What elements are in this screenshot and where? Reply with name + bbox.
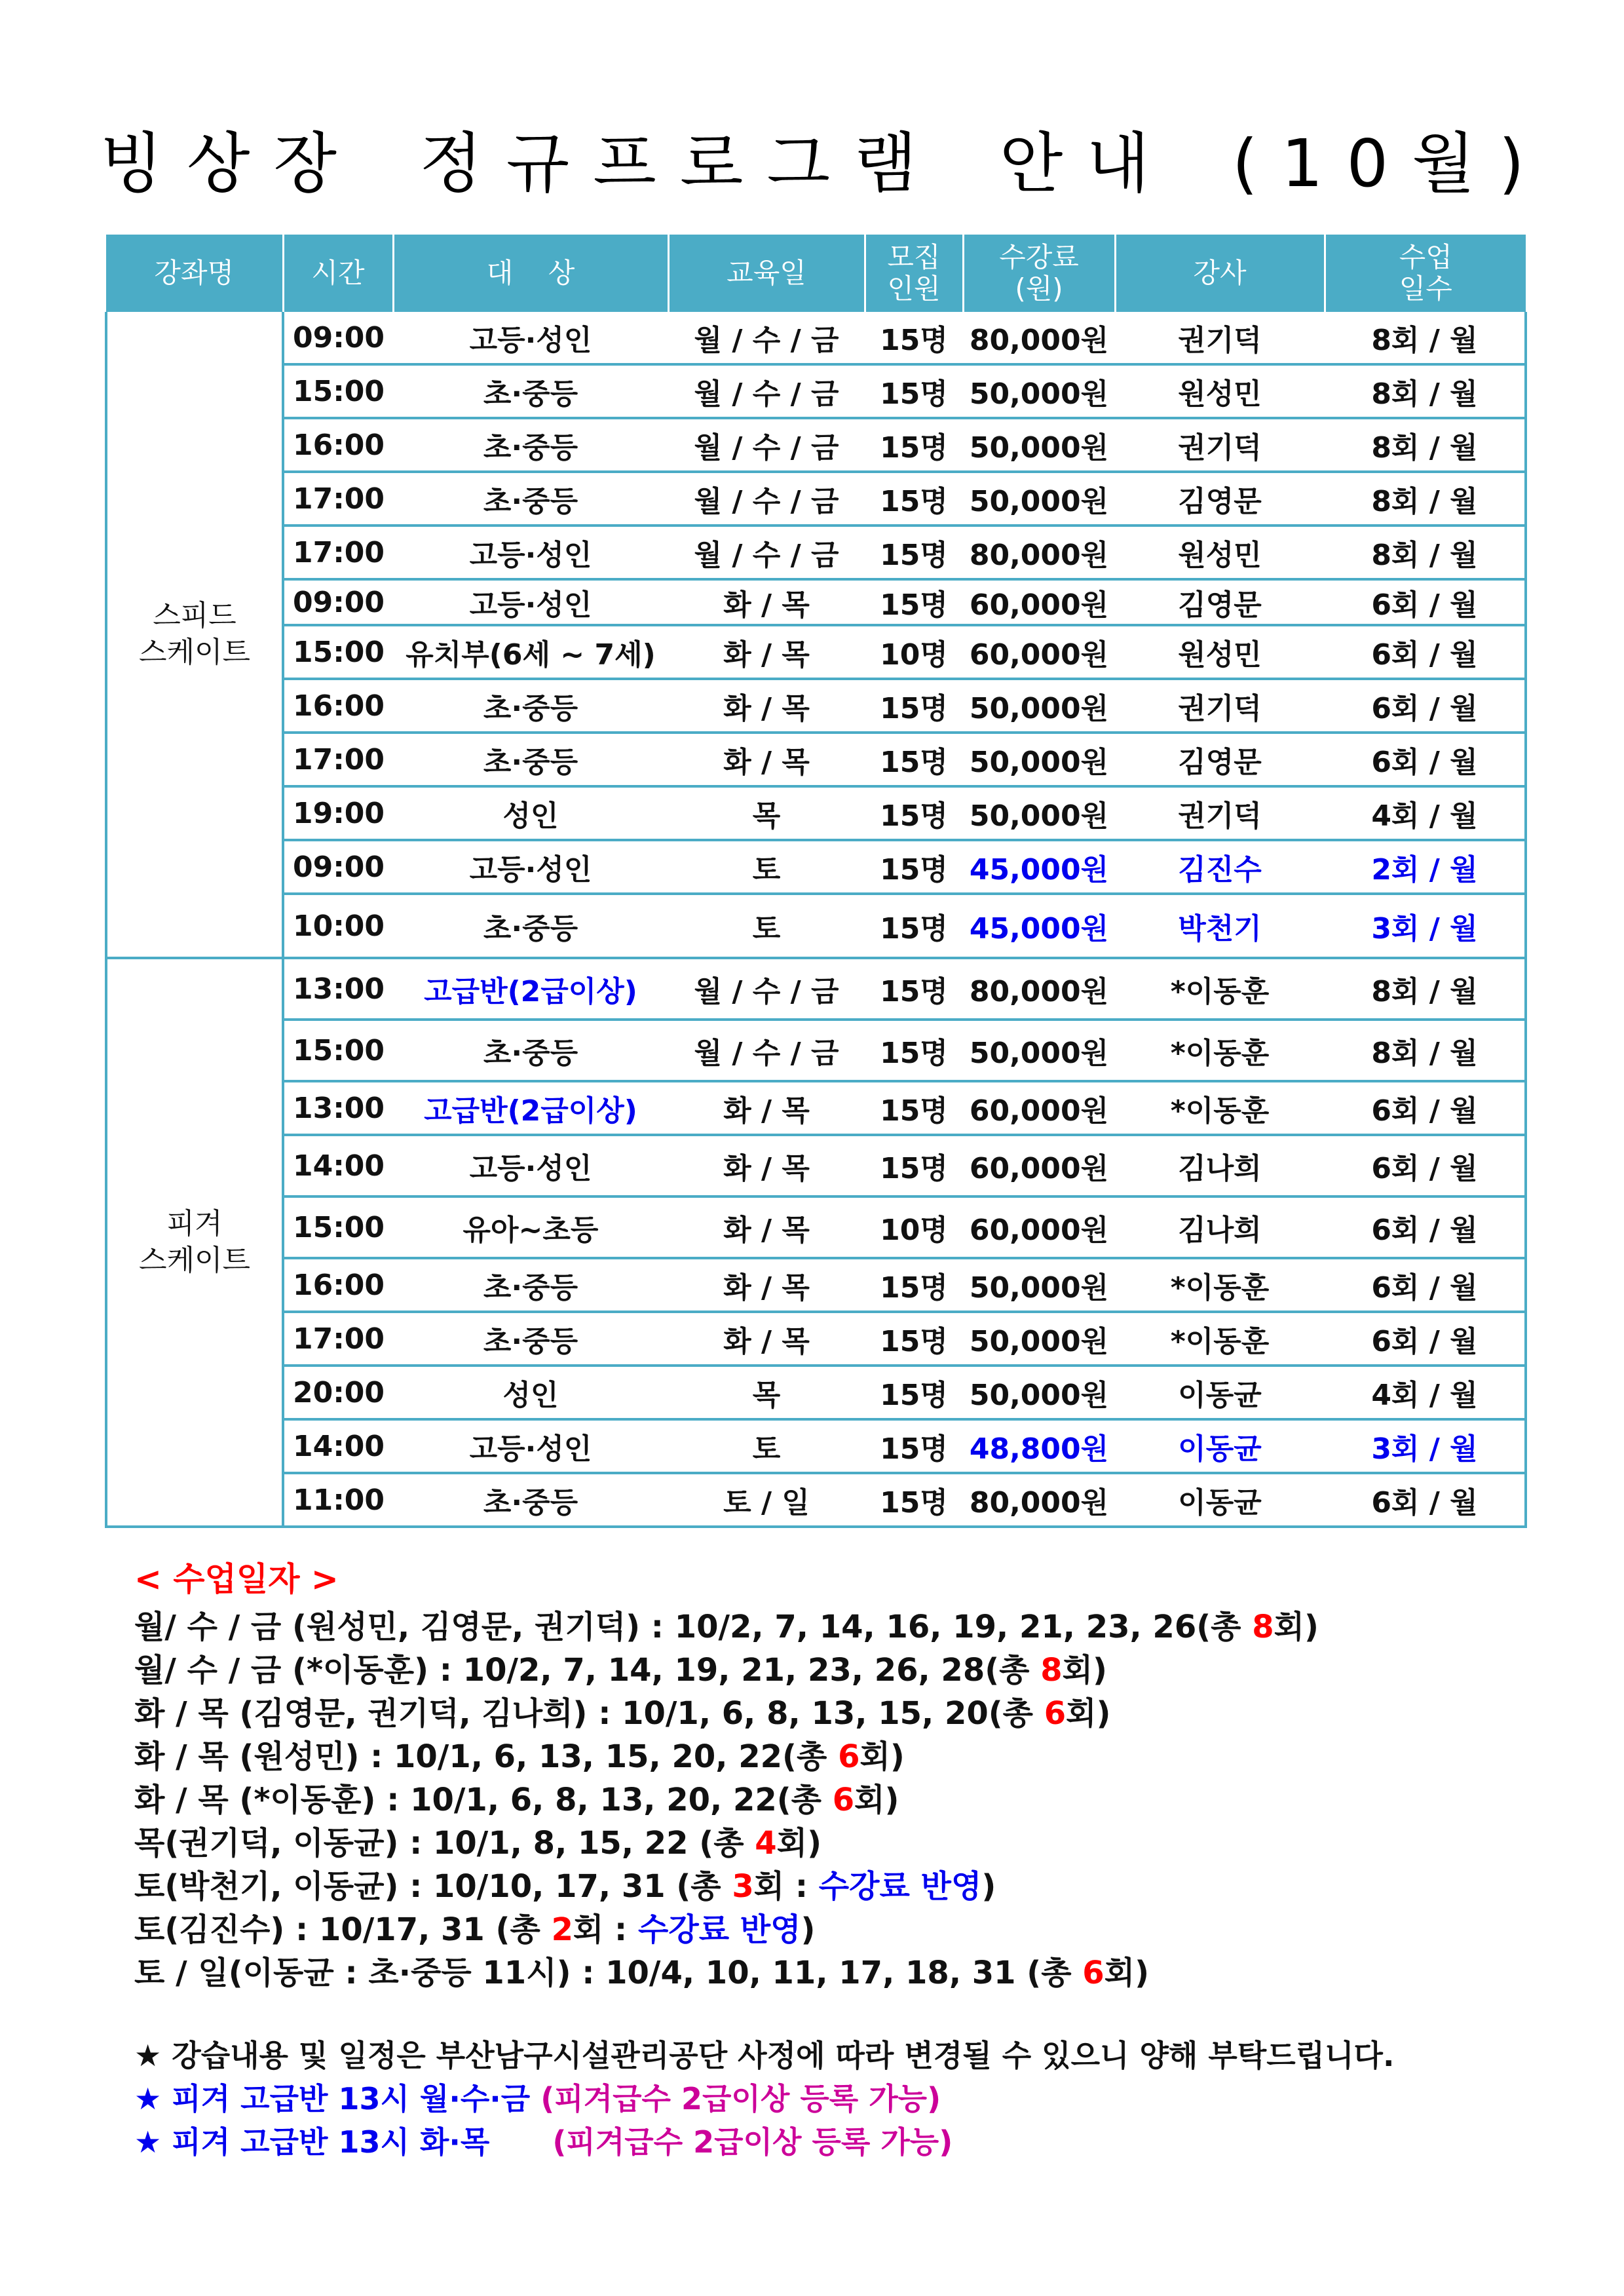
time-cell: 17:00 [283, 733, 393, 786]
time-cell: 16:00 [283, 679, 393, 733]
instructor-cell: 권기덕 [1115, 679, 1325, 733]
sessions-cell: 8회 / 월 [1325, 958, 1526, 1020]
fee-cell: 60,000원 [963, 625, 1115, 679]
schedule-line: 월/ 수 / 금 (원성민, 김영문, 권기덕) : 10/2, 7, 14, 16, 19, 21, 23, 26(총 8회) [134, 1609, 1319, 1645]
table-row [106, 1473, 1526, 1527]
capacity-cell: 15명 [865, 1419, 963, 1473]
sessions-cell: 6회 / 월 [1325, 679, 1526, 733]
target-cell: 초·중등 [393, 733, 668, 786]
instructor-cell: 박천기 [1115, 894, 1325, 958]
time-cell: 10:00 [283, 894, 393, 958]
sessions-cell: 2회 / 월 [1325, 840, 1526, 894]
capacity-cell: 15명 [865, 1312, 963, 1366]
sessions-cell: 6회 / 월 [1325, 625, 1526, 679]
title-char: ) [1498, 125, 1524, 202]
capacity-cell: 10명 [865, 1196, 963, 1258]
schedule-line: 월/ 수 / 금 (*이동훈) : 10/2, 7, 14, 19, 21, 23, 26, 28(총 8회) [134, 1652, 1107, 1689]
title-char: 월 [1412, 125, 1475, 202]
capacity-cell: 15명 [865, 312, 963, 364]
time-cell: 15:00 [283, 1020, 393, 1081]
capacity-cell: 15명 [865, 1135, 963, 1196]
sessions-cell: 8회 / 월 [1325, 312, 1526, 364]
days-cell: 월 / 수 / 금 [668, 364, 865, 418]
table-row [106, 526, 1526, 579]
schedule-section-title: < 수업일자 > [134, 1560, 339, 1598]
target-cell: 초·중등 [393, 1473, 668, 1527]
time-cell: 16:00 [283, 418, 393, 472]
target-cell: 초·중등 [393, 1020, 668, 1081]
fee-cell: 45,000원 [963, 894, 1115, 958]
header-time: 시간 [283, 235, 393, 312]
capacity-cell: 15명 [865, 1081, 963, 1135]
capacity-cell: 15명 [865, 1473, 963, 1527]
time-cell: 17:00 [283, 472, 393, 526]
capacity-cell: 15명 [865, 958, 963, 1020]
instructor-cell: *이동훈 [1115, 1312, 1325, 1366]
fee-cell: 50,000원 [963, 418, 1115, 472]
schedule-line: 화 / 목 (김영문, 권기덕, 김나희) : 10/1, 6, 8, 13, 15, 20(총 6회) [134, 1695, 1111, 1732]
sessions-cell: 8회 / 월 [1325, 526, 1526, 579]
days-cell: 화 / 목 [668, 1081, 865, 1135]
sessions-cell: 8회 / 월 [1325, 1020, 1526, 1081]
sessions-cell: 8회 / 월 [1325, 472, 1526, 526]
days-cell: 월 / 수 / 금 [668, 1020, 865, 1081]
note-line: ★ 피겨 고급반 13시 화·목 (피겨급수 2급이상 등록 가능) [134, 2124, 953, 2160]
table-row [106, 958, 1526, 1020]
title-char: 내 [1086, 125, 1150, 202]
instructor-cell: 권기덕 [1115, 786, 1325, 840]
capacity-cell: 15명 [865, 526, 963, 579]
instructor-cell: 권기덕 [1115, 418, 1325, 472]
target-cell: 고급반(2급이상) [393, 1081, 668, 1135]
capacity-cell: 15명 [865, 679, 963, 733]
title-char: 상 [186, 125, 250, 202]
fee-cell: 50,000원 [963, 1312, 1115, 1366]
sessions-cell: 4회 / 월 [1325, 786, 1526, 840]
title-char: 안 [999, 125, 1063, 202]
capacity-cell: 10명 [865, 625, 963, 679]
capacity-cell: 15명 [865, 364, 963, 418]
table-row [106, 1020, 1526, 1081]
fee-cell: 48,800원 [963, 1419, 1115, 1473]
note-line: ★ 강습내용 및 일정은 부산남구시설관리공단 사정에 따라 변경될 수 있으니 양해 부탁드립니다. [134, 2038, 1395, 2073]
sessions-cell: 8회 / 월 [1325, 418, 1526, 472]
schedule-line: 토(김진수) : 10/17, 31 (총 2회 : 수강료 반영) [134, 1911, 816, 1948]
days-cell: 토 [668, 894, 865, 958]
fee-cell: 60,000원 [963, 1196, 1115, 1258]
header-target: 대 상 [393, 235, 668, 312]
title-char: 0 [1346, 125, 1389, 202]
page-title [0, 111, 1624, 216]
header-course-name: 강좌명 [106, 235, 283, 312]
instructor-cell: 김나희 [1115, 1196, 1325, 1258]
target-cell: 고등·성인 [393, 1419, 668, 1473]
course-name-cell: 피겨 스케이트 [106, 958, 283, 1527]
target-cell: 유치부(6세 ~ 7세) [393, 625, 668, 679]
sessions-cell: 3회 / 월 [1325, 1419, 1526, 1473]
target-cell: 초·중등 [393, 472, 668, 526]
target-cell: 초·중등 [393, 679, 668, 733]
schedule-line: 토(박천기, 이동균) : 10/10, 17, 31 (총 3회 : 수강료 반영) [134, 1868, 996, 1905]
target-cell: 고등·성인 [393, 526, 668, 579]
fee-cell: 80,000원 [963, 1473, 1115, 1527]
fee-cell: 50,000원 [963, 733, 1115, 786]
table-row [106, 579, 1526, 625]
capacity-cell: 15명 [865, 418, 963, 472]
target-cell: 초·중등 [393, 364, 668, 418]
capacity-cell: 15명 [865, 894, 963, 958]
sessions-cell: 6회 / 월 [1325, 579, 1526, 625]
days-cell: 토 / 일 [668, 1473, 865, 1527]
table-row [106, 1366, 1526, 1419]
title-char: 규 [506, 125, 570, 202]
instructor-cell: 김영문 [1115, 472, 1325, 526]
sessions-cell: 6회 / 월 [1325, 1135, 1526, 1196]
time-cell: 15:00 [283, 625, 393, 679]
title-char: 빙 [100, 125, 163, 202]
target-cell: 고등·성인 [393, 312, 668, 364]
instructor-cell: 이동균 [1115, 1366, 1325, 1419]
capacity-cell: 15명 [865, 840, 963, 894]
note-line: ★ 피겨 고급반 13시 월·수·금 (피겨급수 2급이상 등록 가능) [134, 2081, 941, 2116]
time-cell: 14:00 [283, 1419, 393, 1473]
table-row [106, 1258, 1526, 1312]
instructor-cell: 권기덕 [1115, 312, 1325, 364]
course-name-cell: 스피드 스케이트 [106, 312, 283, 958]
capacity-cell: 15명 [865, 1366, 963, 1419]
fee-cell: 45,000원 [963, 840, 1115, 894]
capacity-cell: 15명 [865, 1020, 963, 1081]
fee-cell: 60,000원 [963, 579, 1115, 625]
days-cell: 월 / 수 / 금 [668, 958, 865, 1020]
schedule-line: 토 / 일(이동균 : 초·중등 11시) : 10/4, 10, 11, 17, 18, 31 (총 6회) [134, 1955, 1150, 1991]
fee-cell: 60,000원 [963, 1081, 1115, 1135]
fee-cell: 50,000원 [963, 1020, 1115, 1081]
schedule-line: 화 / 목 (*이동훈) : 10/1, 6, 8, 13, 20, 22(총 6회) [134, 1782, 899, 1818]
fee-cell: 80,000원 [963, 958, 1115, 1020]
fee-cell: 80,000원 [963, 312, 1115, 364]
sessions-cell: 6회 / 월 [1325, 733, 1526, 786]
days-cell: 화 / 목 [668, 679, 865, 733]
table-row [106, 786, 1526, 840]
header-sessions: 수업 일수 [1325, 235, 1526, 312]
table-row [106, 312, 1526, 364]
schedule-line: 화 / 목 (원성민) : 10/1, 6, 13, 15, 20, 22(총 6회) [134, 1738, 905, 1775]
days-cell: 화 / 목 [668, 733, 865, 786]
capacity-cell: 15명 [865, 472, 963, 526]
title-char: 정 [419, 125, 483, 202]
time-cell: 09:00 [283, 840, 393, 894]
table-row [106, 472, 1526, 526]
instructor-cell: *이동훈 [1115, 958, 1325, 1020]
target-cell: 고등·성인 [393, 1135, 668, 1196]
instructor-cell: *이동훈 [1115, 1020, 1325, 1081]
fee-cell: 60,000원 [963, 1135, 1115, 1196]
time-cell: 19:00 [283, 786, 393, 840]
target-cell: 고급반(2급이상) [393, 958, 668, 1020]
table-row [106, 418, 1526, 472]
title-char: 1 [1281, 125, 1323, 202]
title-char: ( [1232, 125, 1258, 202]
instructor-cell: 원성민 [1115, 364, 1325, 418]
fee-cell: 50,000원 [963, 679, 1115, 733]
time-cell: 13:00 [283, 958, 393, 1020]
sessions-cell: 4회 / 월 [1325, 1366, 1526, 1419]
time-cell: 09:00 [283, 579, 393, 625]
instructor-cell: 이동균 [1115, 1419, 1325, 1473]
instructor-cell: 이동균 [1115, 1473, 1325, 1527]
table-row [106, 894, 1526, 958]
time-cell: 15:00 [283, 1196, 393, 1258]
target-cell: 초·중등 [393, 1258, 668, 1312]
time-cell: 09:00 [283, 312, 393, 364]
title-char: 장 [273, 125, 337, 202]
header-instructor: 강사 [1115, 235, 1325, 312]
fee-cell: 50,000원 [963, 1258, 1115, 1312]
time-cell: 13:00 [283, 1081, 393, 1135]
title-char: 그 [766, 125, 831, 202]
instructor-cell: *이동훈 [1115, 1258, 1325, 1312]
time-cell: 11:00 [283, 1473, 393, 1527]
title-char: 로 [679, 125, 744, 202]
fee-cell: 50,000원 [963, 364, 1115, 418]
target-cell: 고등·성인 [393, 579, 668, 625]
target-cell: 초·중등 [393, 894, 668, 958]
time-cell: 17:00 [283, 526, 393, 579]
days-cell: 목 [668, 786, 865, 840]
capacity-cell: 15명 [865, 1258, 963, 1312]
table-row [106, 1135, 1526, 1196]
days-cell: 화 / 목 [668, 579, 865, 625]
sessions-cell: 6회 / 월 [1325, 1081, 1526, 1135]
title-char: 램 [854, 125, 917, 202]
instructor-cell: 김진수 [1115, 840, 1325, 894]
schedule-line: 목(권기덕, 이동균) : 10/1, 8, 15, 22 (총 4회) [134, 1825, 822, 1862]
days-cell: 토 [668, 1419, 865, 1473]
days-cell: 월 / 수 / 금 [668, 418, 865, 472]
days-cell: 화 / 목 [668, 1135, 865, 1196]
capacity-cell: 15명 [865, 579, 963, 625]
target-cell: 고등·성인 [393, 840, 668, 894]
days-cell: 토 [668, 840, 865, 894]
time-cell: 16:00 [283, 1258, 393, 1312]
notes [134, 2034, 1576, 2164]
days-cell: 월 / 수 / 금 [668, 526, 865, 579]
table-row [106, 733, 1526, 786]
table-header-row [106, 235, 1526, 312]
table-row [106, 1081, 1526, 1135]
header-days: 교육일 [668, 235, 865, 312]
sessions-cell: 6회 / 월 [1325, 1196, 1526, 1258]
target-cell: 초·중등 [393, 418, 668, 472]
instructor-cell: *이동훈 [1115, 1081, 1325, 1135]
instructor-cell: 김영문 [1115, 733, 1325, 786]
table-row [106, 1312, 1526, 1366]
title-char: 프 [593, 125, 656, 202]
table-row [106, 625, 1526, 679]
days-cell: 화 / 목 [668, 625, 865, 679]
target-cell: 성인 [393, 786, 668, 840]
days-cell: 월 / 수 / 금 [668, 312, 865, 364]
table-row [106, 1419, 1526, 1473]
instructor-cell: 원성민 [1115, 526, 1325, 579]
days-cell: 화 / 목 [668, 1312, 865, 1366]
fee-cell: 50,000원 [963, 786, 1115, 840]
target-cell: 유아~초등 [393, 1196, 668, 1258]
table-row [106, 840, 1526, 894]
sessions-cell: 6회 / 월 [1325, 1312, 1526, 1366]
instructor-cell: 김영문 [1115, 579, 1325, 625]
program-table [105, 235, 1527, 1528]
time-cell: 20:00 [283, 1366, 393, 1419]
sessions-cell: 3회 / 월 [1325, 894, 1526, 958]
header-capacity: 모집 인원 [865, 235, 963, 312]
capacity-cell: 15명 [865, 733, 963, 786]
table-row [106, 1196, 1526, 1258]
days-cell: 화 / 목 [668, 1196, 865, 1258]
time-cell: 17:00 [283, 1312, 393, 1366]
table-row [106, 364, 1526, 418]
schedule-section [134, 1553, 1576, 2164]
instructor-cell: 원성민 [1115, 625, 1325, 679]
header-fee: 수강료 (원) [963, 235, 1115, 312]
time-cell: 14:00 [283, 1135, 393, 1196]
capacity-cell: 15명 [865, 786, 963, 840]
sessions-cell: 6회 / 월 [1325, 1258, 1526, 1312]
sessions-cell: 8회 / 월 [1325, 364, 1526, 418]
days-cell: 화 / 목 [668, 1258, 865, 1312]
table-row [106, 679, 1526, 733]
target-cell: 초·중등 [393, 1312, 668, 1366]
days-cell: 목 [668, 1366, 865, 1419]
time-cell: 15:00 [283, 364, 393, 418]
days-cell: 월 / 수 / 금 [668, 472, 865, 526]
fee-cell: 80,000원 [963, 526, 1115, 579]
sessions-cell: 6회 / 월 [1325, 1473, 1526, 1527]
instructor-cell: 김나희 [1115, 1135, 1325, 1196]
fee-cell: 50,000원 [963, 472, 1115, 526]
fee-cell: 50,000원 [963, 1366, 1115, 1419]
target-cell: 성인 [393, 1366, 668, 1419]
